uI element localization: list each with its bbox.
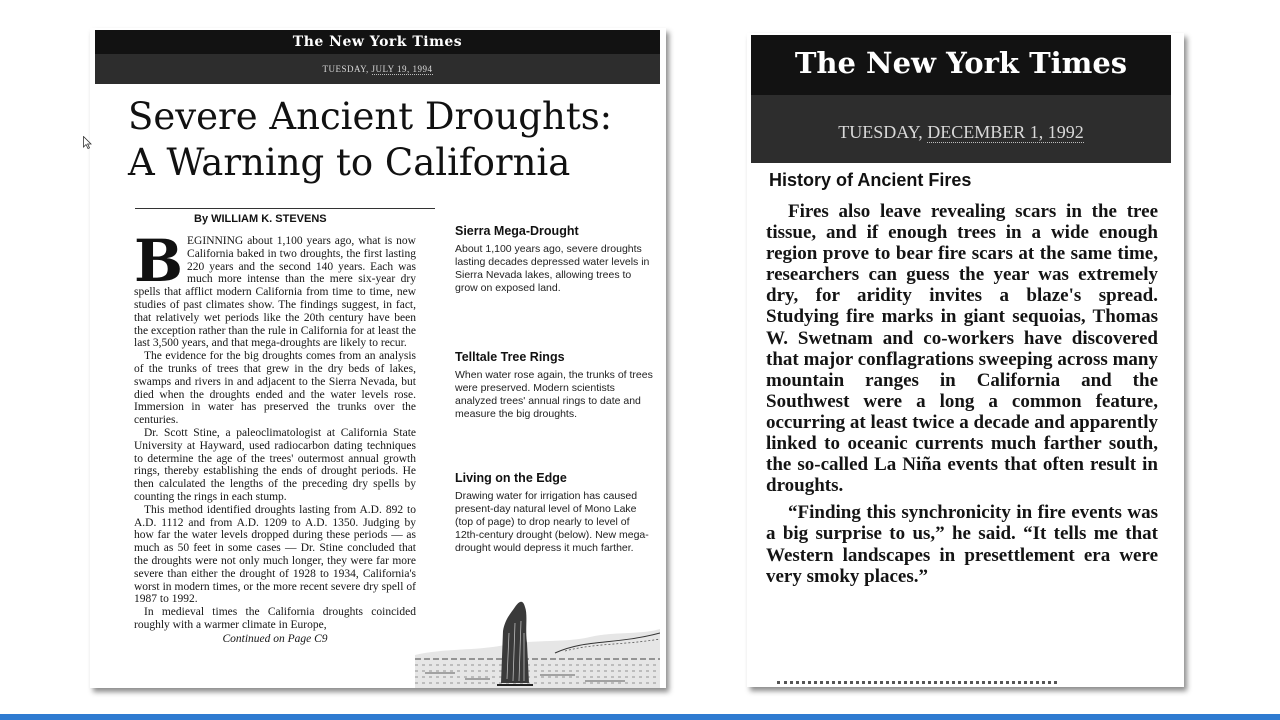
right-dateline-day: TUESDAY, [838,122,923,142]
sidebar-title: Telltale Tree Rings [455,350,565,364]
right-newspaper-clipping [747,33,1184,687]
byline-rule [135,208,435,209]
sidebar-telltale-tree-rings [455,350,655,421]
article-paragraph: The evidence for the big droughts comes from an analysis of the trunks of trees that grew in the dry beds of lakes, swamps and rivers in and adjacent to the Sierra Nevada, but died when the droughts ended and the water levels rose. Immersion in water has preserved the trunks over the centuries. [134,350,416,427]
sidebar-living-on-the-edge [455,471,655,555]
right-headline: History of Ancient Fires [769,170,972,190]
sidebar-text: When water rose again, the trunks of trees were preserved. Modern scientists analyzed trees' annual rings to date and measure the big droughts. [455,369,653,420]
article-paragraph: “Finding this synchronicity in fire events was a big surprise to us,” he said. “It tells me that Western landscapes in presettlement era were very smoky places.” [766,502,1158,587]
sidebar-text: About 1,100 years ago, severe droughts lasting decades depressed water levels in Sierra Nevada lakes, allowing trees to grow on exposed land. [455,243,650,294]
left-article-body [134,227,416,646]
mouse-pointer-icon [83,136,92,149]
article-paragraph: Fires also leave revealing scars in the tree tissue, and if enough trees in a wide enough region prove to bear fire scars at the same time, researchers can guess the year was extremely dry, for aridity invites a blaze's spread. Studying fire marks in giant sequoias, Thomas W. Swetnam and co-workers have discovered that major conflagrations sweeping across many mountain ranges in California and the Southwest were a long a common feature, occurring at least twice a decade and apparently linked to oceanic currents much farther south, the so-called La Niña events that often result in droughts. [766,201,1158,497]
sidebar-text: Drawing water for irrigation has caused present-day natural level of Mono Lake (top of page) to drop nearly to level of 12th-century drought (below). New mega-drought would depress it much farther. [455,490,649,554]
right-dateline-date: DECEMBER 1, 1992 [927,122,1084,142]
right-dateline [838,122,1084,143]
article-paragraph: Dr. Scott Stine, a paleoclimatologist at California State University at Hayward, used radiocarbon dating techniques to determine the age of the trees' outermost annual growth rings, thereby establishing the ends of drought periods. He then calculated the lengths of the preceding dry spells by counting the rings in each stump. [134,426,416,503]
left-dateline [322,64,432,75]
sidebar-title: Sierra Mega-Drought [455,224,579,238]
left-headline-line-1: Severe Ancient Droughts: [128,95,613,138]
drop-cap: B [134,227,184,295]
continued-note: Continued on Page C9 [222,632,328,645]
left-dateline-day: TUESDAY, [322,64,369,74]
left-headline-line-2: A Warning to California [128,141,571,184]
right-dateline-band [751,95,1171,163]
left-dateline-band [95,54,660,84]
right-article-body [766,201,1158,587]
sidebar-sierra-mega-drought [455,224,655,295]
tree-stump-illustration [415,593,660,688]
byline: By WILLIAM K. STEVENS [194,213,327,225]
article-paragraph [134,227,416,350]
left-masthead-logo: The New York Times [292,34,463,50]
right-masthead [751,35,1171,95]
bottom-color-strip [0,714,1280,720]
article-paragraph: This method identified droughts lasting from A.D. 892 to A.D. 1112 and from A.D. 1209 to A.D. 1350. Judging by how far the water levels dropped during these periods — as much as 50 feet in some cases — Dr. Stine concluded that the droughts were not only much longer, they were far more severe than either the drought of 1928 to 1934, California's worst in modern times, or the more recent severe dry spell of 1987 to 1992. [134,503,416,606]
left-dateline-date: JULY 19, 1994 [371,64,433,74]
article-paragraph: In medieval times the California droughts coincided roughly with a warmer climate in Europe, [134,606,416,631]
cut-off-text-line [777,681,1057,687]
left-headline [128,94,648,186]
article-paragraph-text: EGINNING about 1,100 years ago, what is now California baked in two droughts, the first lasting 220 years and the second 140 years. Each was much more intense than the mere six-year dry spells that afflict modern California from time to time, new studies of past climates show. The findings suggest, in fact, that relatively wet periods like the 20th century have been the exception rather than the rule in California for at least the last 3,500 years, and that mega-droughts are likely to recur. [134,235,416,350]
sidebar-title: Living on the Edge [455,471,567,485]
left-masthead [95,30,660,54]
left-newspaper-clipping [90,28,666,688]
right-masthead-logo: The New York Times [794,46,1128,80]
